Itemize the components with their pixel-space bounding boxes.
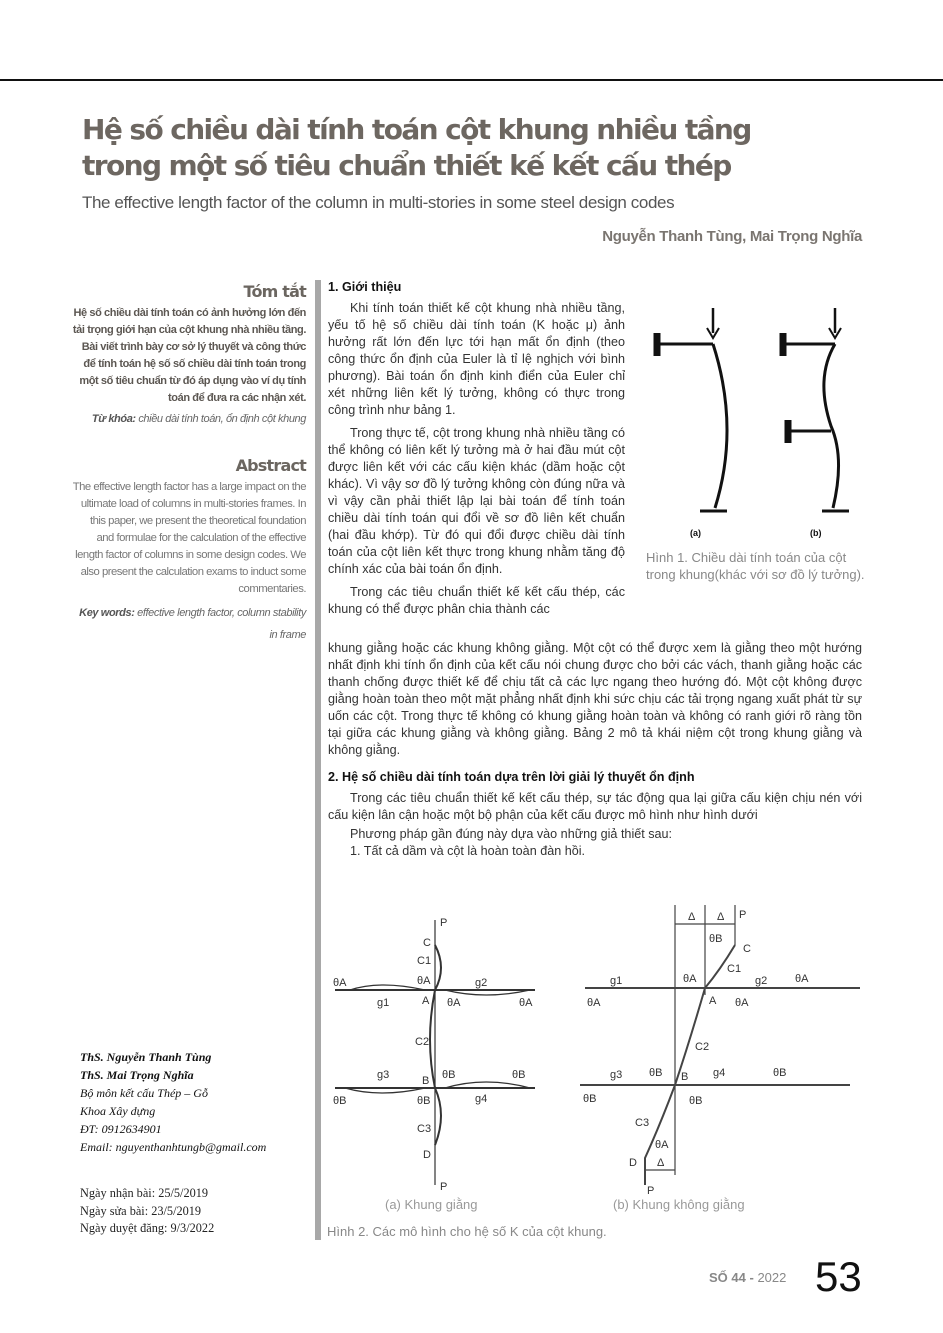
- section-1-top: [328, 279, 625, 618]
- label-theta-a: θA: [655, 1139, 669, 1151]
- label-theta-b: θB: [773, 1067, 787, 1079]
- keywords-value: chiều dài tính toán, ổn định cột khung: [138, 413, 306, 425]
- label-b: B: [422, 1075, 430, 1087]
- label-c1: C1: [727, 963, 742, 975]
- issue-info: [709, 1270, 786, 1285]
- date-revised: Ngày sửa bài: 23/5/2019: [80, 1203, 202, 1218]
- label-a: A: [709, 995, 717, 1007]
- label-g1: g1: [377, 997, 390, 1009]
- label-c3: C3: [635, 1117, 650, 1129]
- paragraph: Khi tính toán thiết kế cột khung nhà nhiều tầng, yếu tố hệ số chiều dài tính toán (K hoặc μ) ảnh hưởng rất lớn đến lực tới hạn mất ổn định (theo công thức ổn định của Euler là tỉ lệ nghịch với bình phương). Bài toán ổn định kinh điển của Euler chỉ xét những liên kết lý tưởng, không có thực trong công trình như bảng 1.: [328, 301, 625, 417]
- label-p: P: [647, 1185, 655, 1197]
- label-d: D: [629, 1157, 637, 1169]
- label-delta: Δ: [657, 1157, 665, 1169]
- label-theta-b: θB: [709, 933, 723, 945]
- phone: ĐT: 0912634901: [80, 1122, 162, 1136]
- label-p: P: [739, 909, 747, 921]
- section-1-heading: 1. Giới thiệu: [328, 280, 402, 294]
- label-delta: Δ: [688, 911, 696, 923]
- label-g4: g4: [713, 1067, 726, 1079]
- column-buckled: [713, 344, 727, 508]
- label-b: B: [681, 1071, 689, 1083]
- figure-2b-caption: (b) Khung không giằng: [613, 1197, 745, 1212]
- label-theta-a: θA: [519, 997, 533, 1009]
- issue-year: 2022: [757, 1270, 787, 1285]
- label-b: (b): [810, 528, 822, 538]
- label-theta-b: θB: [333, 1095, 347, 1107]
- issue-separator: -: [749, 1270, 754, 1285]
- figure-1-diagram: [645, 298, 865, 543]
- section-2-heading: 2. Hệ số chiều dài tính toán dựa trên lời giải lý thuyết ổn định: [328, 770, 695, 784]
- label-theta-a: θA: [417, 975, 431, 987]
- issue-label: SỐ 44: [709, 1270, 746, 1285]
- label-g2: g2: [755, 975, 768, 987]
- label-theta-b: θB: [649, 1067, 663, 1079]
- figure-2-diagram: [325, 900, 885, 1200]
- label-c1: C1: [417, 955, 432, 967]
- abstract-keywords: [70, 602, 306, 646]
- article-dates: [80, 1185, 214, 1238]
- label-theta-b: θB: [512, 1069, 526, 1081]
- label-c: C: [423, 937, 431, 949]
- article-title: [82, 112, 842, 184]
- title-line-2: trong một số tiêu chuẩn thiết kế kết cấu thép: [82, 149, 731, 182]
- figure-1-caption: Hình 1. Chiều dài tính toán của cột trong khung(khác với sơ đồ lý tưởng).: [646, 550, 865, 582]
- label-c: C: [743, 943, 751, 955]
- label-g1: g1: [610, 975, 623, 987]
- label-theta-a: θA: [447, 997, 461, 1009]
- abstract-text: The effective length factor has a large impact on the ultimate load of columns in multi-stories frames. In this paper, we present the theoretical foundation and formulae for the calculation of the effective length factor of columns in some design codes. We also present the calculation exams to induct some commentaries.: [72, 481, 306, 595]
- paragraph: khung giằng hoặc các khung không giằng. Một cột có thể được xem là giằng theo một hướng nhất định khi tính ổn định của kết cấu nói chung được cho bởi các vách, thanh giằng hoặc các thanh chống được thiết kế để chịu tất cả các lực ngang theo hướng đó. Một cột không được giằng hoàn toàn theo một mặt phẳng nhất định khi sức chịu các tải trọng ngang xuất phát từ sự uốn các cột. Trong thực tế không có khung giằng hoàn toàn và không có ranh giới rõ ràng tồn tại giữa các khung giằng và không giằng. Bảng 2 mô tả khái niệm cột trong khung giằng và không giằng.: [328, 641, 862, 757]
- label-d: D: [423, 1149, 431, 1161]
- label-theta-b: θB: [442, 1069, 456, 1081]
- label-theta-a: θA: [587, 997, 601, 1009]
- column-divider: [315, 280, 321, 1240]
- label-g4: g4: [475, 1093, 488, 1105]
- figure-2-caption: Hình 2. Các mô hình cho hệ số K của cột khung.: [327, 1224, 607, 1239]
- label-theta-b: θB: [583, 1093, 597, 1105]
- section-1-2-full: [328, 640, 862, 860]
- date-received: Ngày nhận bài: 25/5/2019: [80, 1186, 209, 1200]
- page-number: 53: [815, 1253, 862, 1300]
- faculty: Khoa Xây dựng: [80, 1104, 156, 1118]
- paragraph: Trong các tiêu chuẩn thiết kế kết cấu thép, các khung có thể được phân chia thành các: [328, 585, 625, 616]
- abstract-heading: Abstract: [235, 456, 306, 475]
- keywords-label: Key words:: [79, 607, 135, 619]
- summary-text: Hệ số chiều dài tính toán có ảnh hưởng lớn đến tải trọng giới hạn của cột khung nhà nhiều tầng. Bài viết trình bày cơ sở lý thuyết và công thức để tính toán hệ số số chiều dài tính toán trong một số tiêu chuẩn từ đó áp dụng vào ví dụ tính toán để đưa ra các nhận xét.: [72, 307, 306, 404]
- label-theta-b: θB: [417, 1095, 431, 1107]
- summary-keywords: [70, 411, 306, 428]
- label-p: P: [440, 917, 448, 929]
- label-g3: g3: [610, 1069, 623, 1081]
- label-a: (a): [690, 528, 701, 538]
- label-p: P: [440, 1181, 448, 1193]
- label-c3: C3: [417, 1123, 432, 1135]
- label-theta-a: θA: [683, 973, 697, 985]
- english-title: The effective length factor of the column in multi-stories in some steel design codes: [82, 193, 675, 212]
- figure-2a-caption: (a) Khung giằng: [385, 1197, 478, 1212]
- label-theta-a: θA: [735, 997, 749, 1009]
- label-theta-a: θA: [795, 973, 809, 985]
- label-a: A: [422, 995, 430, 1007]
- label-g2: g2: [475, 977, 488, 989]
- keywords-value: effective length factor, column stability in frame: [137, 607, 306, 641]
- header-rule: [0, 79, 943, 81]
- unbraced-frame: [580, 905, 860, 1185]
- paragraph: Trong thực tế, cột trong khung nhà nhiều tầng có thể không có liên kết lý tưởng mà ở hai đầu mút cột được liên kết với các cấu kiện khác (dầm hoặc cột khác). Vì vậy sơ đồ lý tưởng không còn đúng nữa và vì vậy cần phải thiết lập lại bài toán để tính toán chiều dài tính toán qui đổi về sơ đồ liên kết chuẩn (hai đầu khớp). Từ đó qui đổi được chiều dài tính toán của cột liên kết thực trong khung nhằm tăng độ chính xác của bài toán ổn định.: [328, 426, 625, 576]
- label-theta-b: θB: [689, 1095, 703, 1107]
- date-accepted: Ngày duyệt đăng: 9/3/2022: [80, 1221, 215, 1235]
- label-g3: g3: [377, 1069, 390, 1081]
- department: Bộ môn kết cấu Thép – Gỗ: [80, 1086, 208, 1100]
- paragraph: Trong các tiêu chuẩn thiết kế kết cấu thép, sự tác động qua lại giữa cấu kiện chịu nén với cấu kiện lân cận hoặc một bộ phận của kết cấu được mô hình như hình dưới: [328, 791, 862, 822]
- label-c2: C2: [695, 1041, 710, 1053]
- label-c2: C2: [415, 1036, 430, 1048]
- label-theta-a: θA: [333, 977, 347, 989]
- author-1: ThS. Nguyễn Thanh Tùng: [80, 1050, 212, 1064]
- keywords-label: Từ khóa:: [91, 413, 136, 425]
- email: Email: nguyenthanhtungb@gmail.com: [80, 1140, 267, 1154]
- paragraph: Phương pháp gần đúng này dựa vào những giả thiết sau:: [350, 827, 673, 841]
- summary-heading: Tóm tắt: [243, 282, 306, 301]
- author-2: ThS. Mai Trọng Nghĩa: [80, 1068, 194, 1082]
- summary-column: [70, 282, 306, 646]
- braced-frame: [335, 920, 535, 1185]
- title-line-1: Hệ số chiều dài tính toán cột khung nhiều tầng: [82, 113, 751, 146]
- paragraph: 1. Tất cả dầm và cột là hoàn toàn đàn hồi.: [350, 844, 586, 858]
- author-info: [80, 1048, 266, 1156]
- authors: Nguyễn Thanh Tùng, Mai Trọng Nghĩa: [602, 228, 862, 245]
- label-delta: Δ: [717, 911, 725, 923]
